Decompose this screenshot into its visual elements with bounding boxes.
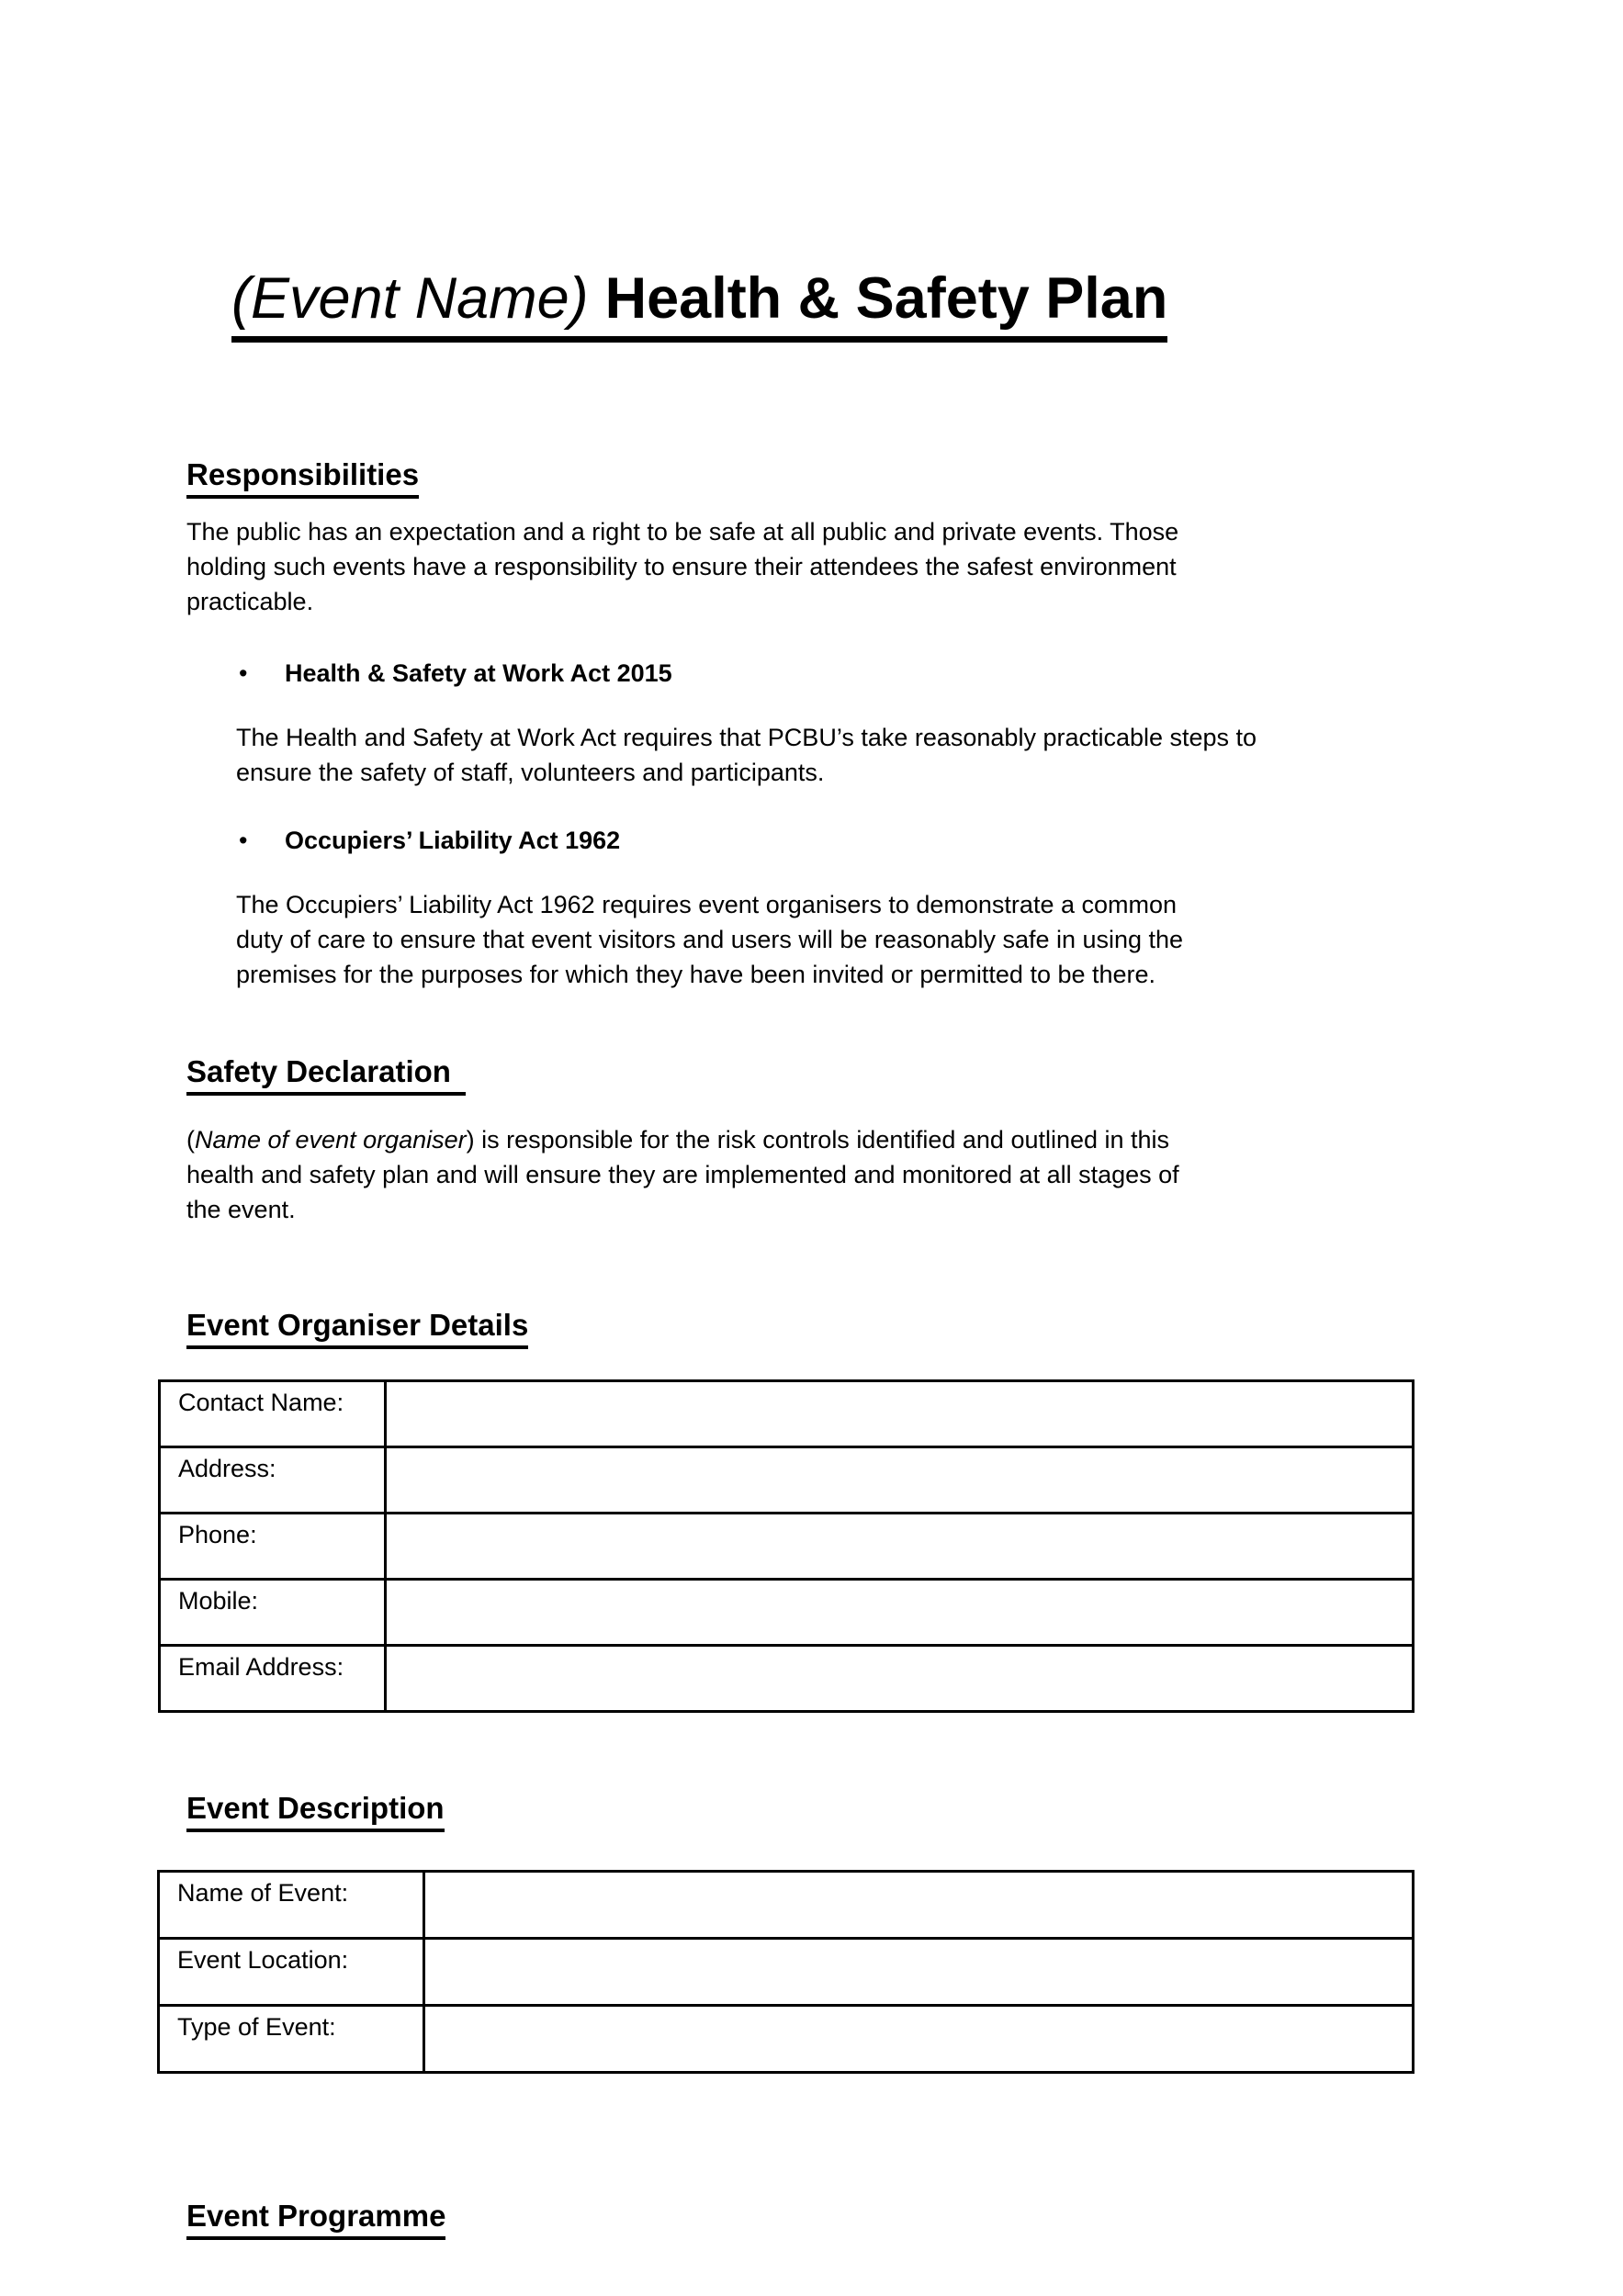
table-label-cell: Email Address: [160, 1646, 386, 1712]
document-title [231, 268, 1167, 343]
paragraph-line [186, 1122, 1179, 1157]
heading-safety-declaration-text: Safety Declaration [186, 1054, 466, 1096]
heading-event-programme-text: Event Programme [186, 2199, 445, 2240]
type-of-event-value-cell[interactable] [424, 2006, 1414, 2073]
table-row [160, 1646, 1414, 1712]
event-description-table [157, 1870, 1414, 2074]
paragraph-line: practicable. [186, 588, 314, 615]
name-of-event-value-cell[interactable] [424, 1872, 1414, 1939]
document-title-text [231, 268, 1167, 343]
table-label-cell: Phone: [160, 1514, 386, 1580]
table-row [160, 1381, 1414, 1447]
paragraph-line: ensure the safety of staff, volunteers and participants. [236, 759, 825, 786]
table-label-cell: Name of Event: [159, 1872, 424, 1939]
heading-event-description-text: Event Description [186, 1791, 445, 1832]
paragraph-line: the event. [186, 1196, 296, 1223]
paragraph-line: health and safety plan and will ensure they are implemented and monitored at all stages of [186, 1161, 1179, 1188]
table-label-cell: Type of Event: [159, 2006, 424, 2073]
heading-event-programme [186, 2199, 445, 2240]
event-organiser-details-table [158, 1379, 1414, 1713]
title-event-name-placeholder: (Event Name) [231, 266, 589, 331]
table-row [159, 1939, 1414, 2006]
heading-event-organiser-details [186, 1308, 528, 1349]
paragraph-line: The Health and Safety at Work Act requires that PCBU’s take reasonably practicable steps to [236, 724, 1257, 751]
paragraph-line: The public has an expectation and a right to be safe at all public and private events. Those [186, 518, 1179, 546]
contact-name-value-cell[interactable] [386, 1381, 1414, 1447]
table-label-cell: Event Location: [159, 1939, 424, 2006]
safety-declaration-paragraph [186, 1122, 1179, 1227]
heading-safety-declaration [186, 1054, 466, 1096]
table-row [160, 1514, 1414, 1580]
heading-responsibilities [186, 457, 419, 499]
title-main-text: Health & Safety Plan [604, 266, 1168, 331]
hs-work-act-paragraph [236, 720, 1257, 790]
bullet-item-hs-work-act [239, 658, 672, 689]
phone-value-cell[interactable] [386, 1514, 1414, 1580]
organiser-name-placeholder: Name of event organiser [195, 1126, 467, 1154]
email-address-value-cell[interactable] [386, 1646, 1414, 1712]
paren-open: ( [186, 1126, 195, 1154]
paragraph-line: The Occupiers’ Liability Act 1962 requires event organisers to demonstrate a common [236, 891, 1178, 918]
bullet-item-occupiers-liability [239, 825, 620, 856]
paragraph-line: holding such events have a responsibility to ensure their attendees the safest environment [186, 553, 1177, 580]
mobile-value-cell[interactable] [386, 1580, 1414, 1646]
table-label-cell: Contact Name: [160, 1381, 386, 1447]
table-label-cell: Mobile: [160, 1580, 386, 1646]
heading-responsibilities-text: Responsibilities [186, 457, 419, 499]
table-row [159, 1872, 1414, 1939]
bullet-label: Health & Safety at Work Act 2015 [285, 659, 672, 687]
bullet-marker: • [239, 659, 248, 687]
table-label-cell: Address: [160, 1447, 386, 1514]
heading-event-description [186, 1791, 445, 1832]
address-value-cell[interactable] [386, 1447, 1414, 1514]
event-location-value-cell[interactable] [424, 1939, 1414, 2006]
responsibilities-intro-paragraph [186, 514, 1178, 619]
bullet-label: Occupiers’ Liability Act 1962 [285, 827, 621, 854]
paragraph-line: duty of care to ensure that event visitors and users will be reasonably safe in using the [236, 926, 1184, 953]
table-row [159, 2006, 1414, 2073]
bullet-marker: • [239, 827, 248, 854]
paragraph-line-rest: ) is responsible for the risk controls identified and outlined in this [466, 1126, 1170, 1154]
paragraph-line: premises for the purposes for which they have been invited or permitted to be there. [236, 961, 1156, 988]
table-row [160, 1447, 1414, 1514]
occupiers-liability-paragraph [236, 887, 1183, 992]
heading-event-organiser-details-text: Event Organiser Details [186, 1308, 528, 1349]
table-row [160, 1580, 1414, 1646]
